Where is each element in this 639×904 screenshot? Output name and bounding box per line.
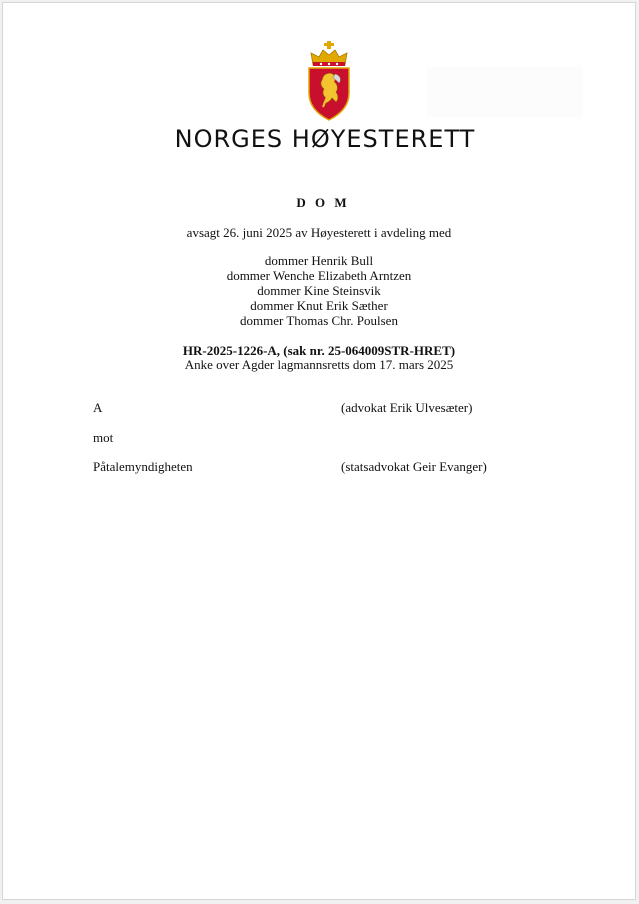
judge-name: dommer Henrik Bull [264, 253, 374, 268]
appeal-line: Anke over Agder lagmannsretts dom 17. mars 2025 [184, 357, 454, 372]
respondent-counsel: (statsadvokat Geir Evanger) [341, 459, 487, 474]
judge-name: dommer Knut Erik Sæther [250, 298, 388, 313]
respondent-name: Påtalemyndigheten [93, 459, 193, 474]
case-number: HR-2025-1226-A, (sak nr. 25-064009STR-HRET) [182, 343, 456, 358]
faint-placeholder-box [427, 67, 583, 117]
document-page [2, 2, 636, 900]
judges-list [3, 253, 635, 328]
appellant-counsel: (advokat Erik Ulvesæter) [341, 400, 473, 415]
norwegian-coat-of-arms-icon [305, 41, 353, 121]
appellant-name: A [93, 400, 103, 415]
versus-label: mot [93, 430, 114, 445]
delivered-line: avsagt 26. juni 2025 av Høyesterett i avdeling med [186, 225, 452, 240]
document-type-title: D O M [296, 195, 350, 210]
judge-name: dommer Kine Steinsvik [257, 283, 381, 298]
judge-name: dommer Thomas Chr. Poulsen [240, 313, 398, 328]
judge-name: dommer Wenche Elizabeth Arntzen [226, 268, 412, 283]
court-name-heading: NORGES HØYESTERETT [174, 125, 476, 153]
